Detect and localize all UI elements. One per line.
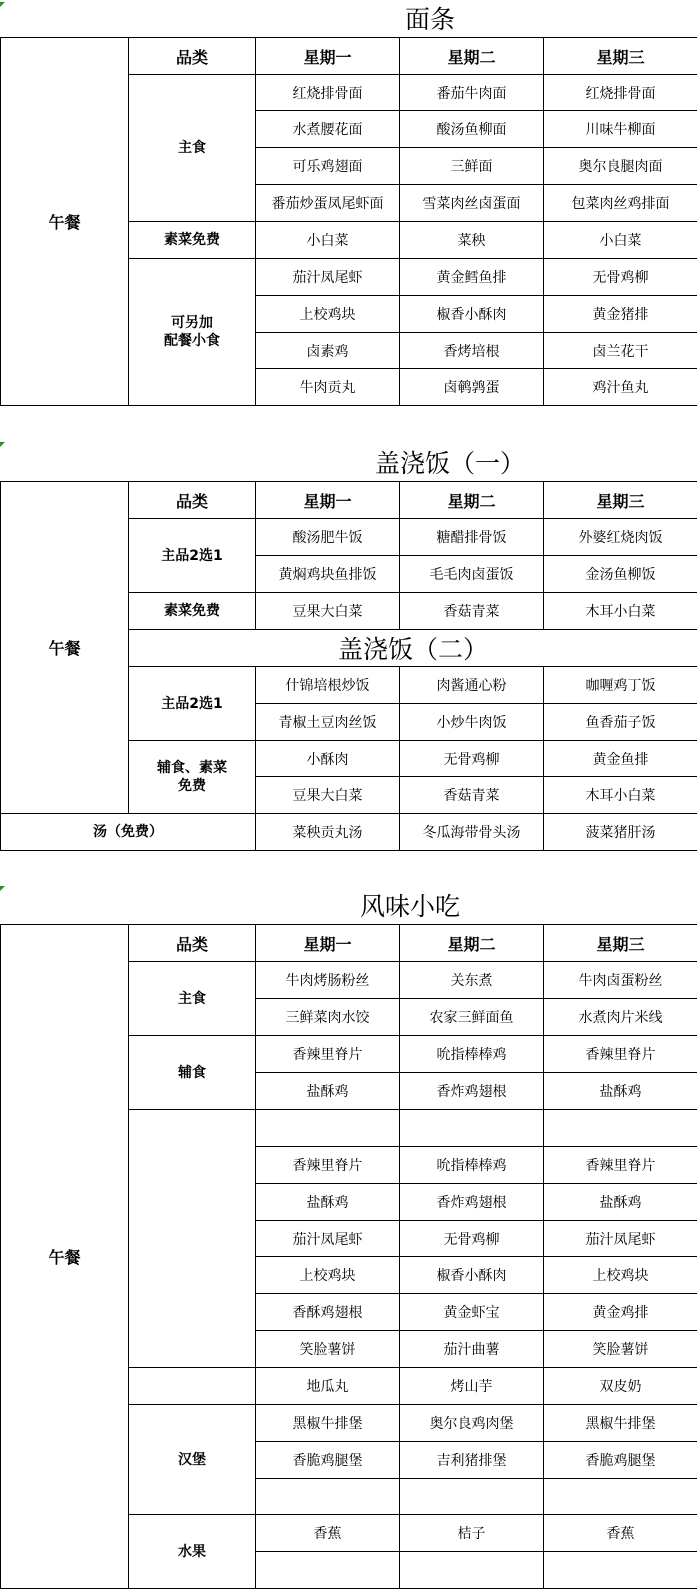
menu-item: 包菜肉丝鸡排面 bbox=[544, 185, 697, 222]
menu-item: 上校鸡块 bbox=[544, 1257, 697, 1294]
menu-item: 青椒土豆肉丝饭 bbox=[256, 704, 400, 741]
menu-item: 茄汁凤尾虾 bbox=[256, 259, 400, 296]
menu-item: 什锦培根炒饭 bbox=[256, 667, 400, 704]
menu-item bbox=[544, 1479, 697, 1515]
menu-item: 卤鹌鹑蛋 bbox=[400, 369, 544, 406]
corner-marker bbox=[0, 442, 5, 447]
menu-item: 香辣里脊片 bbox=[256, 1036, 400, 1073]
menu-item: 笑脸薯饼 bbox=[256, 1331, 400, 1368]
header-category: 品类 bbox=[129, 925, 256, 962]
menu-item: 川味牛柳面 bbox=[544, 111, 697, 148]
menu-item: 盐酥鸡 bbox=[544, 1073, 697, 1110]
category-label-line: 辅食、素菜 bbox=[157, 760, 227, 776]
menu-item: 鸡汁鱼丸 bbox=[544, 369, 697, 406]
menu-item: 无骨鸡柳 bbox=[400, 1221, 544, 1257]
header-category: 品类 bbox=[129, 482, 256, 519]
menu-item: 水煮肉片米线 bbox=[544, 999, 697, 1036]
menu-item: 吉利猪排堡 bbox=[400, 1442, 544, 1479]
menu-item: 红烧排骨面 bbox=[544, 75, 697, 111]
meal-label: 午餐 bbox=[1, 482, 129, 814]
menu-item: 三鲜面 bbox=[400, 148, 544, 185]
menu-item: 黄金鳕鱼排 bbox=[400, 259, 544, 296]
category-empty bbox=[129, 1368, 256, 1405]
menu-item: 牛肉贡丸 bbox=[256, 369, 400, 406]
menu-item: 牛肉卤蛋粉丝 bbox=[544, 962, 697, 999]
menu-item: 盐酥鸡 bbox=[544, 1184, 697, 1221]
section-title: 风味小吃 bbox=[360, 892, 461, 921]
menu-item: 农家三鲜面鱼 bbox=[400, 999, 544, 1036]
menu-item bbox=[400, 1552, 544, 1589]
menu-item bbox=[400, 1110, 544, 1147]
category-main-choice: 主品2选1 bbox=[129, 667, 256, 741]
menu-item: 吮指棒棒鸡 bbox=[400, 1036, 544, 1073]
menu-item bbox=[544, 1110, 697, 1147]
menu-item: 无骨鸡柳 bbox=[544, 259, 697, 296]
category-main-choice: 主品2选1 bbox=[129, 519, 256, 593]
menu-item: 可乐鸡翅面 bbox=[256, 148, 400, 185]
menu-item: 茄汁曲薯 bbox=[400, 1331, 544, 1368]
category-soup-free: 汤（免费） bbox=[1, 814, 256, 851]
menu-item: 香脆鸡腿堡 bbox=[256, 1442, 400, 1479]
snacks-table bbox=[0, 924, 697, 1589]
category-empty bbox=[129, 1110, 256, 1368]
menu-item: 木耳小白菜 bbox=[544, 593, 697, 630]
header-monday: 星期一 bbox=[256, 925, 400, 962]
category-free-veg: 素菜免费 bbox=[129, 593, 256, 630]
menu-item: 外婆红烧肉饭 bbox=[544, 519, 697, 556]
menu-item: 卤兰花干 bbox=[544, 333, 697, 369]
corner-marker bbox=[0, 2, 5, 7]
category-label-line: 配餐小食 bbox=[164, 333, 220, 349]
menu-item: 黑椒牛排堡 bbox=[544, 1405, 697, 1442]
menu-item: 肉酱通心粉 bbox=[400, 667, 544, 704]
header-wednesday: 星期三 bbox=[544, 925, 697, 962]
header-category: 品类 bbox=[129, 38, 256, 75]
menu-item: 小白菜 bbox=[256, 222, 400, 259]
menu-item: 茄汁凤尾虾 bbox=[256, 1221, 400, 1257]
category-extra-snack bbox=[129, 259, 256, 406]
menu-item: 红烧排骨面 bbox=[256, 75, 400, 111]
menu-item: 黄金鸡排 bbox=[544, 1294, 697, 1331]
section-subtitle: 盖浇饭（二） bbox=[129, 630, 697, 667]
menu-item: 盐酥鸡 bbox=[256, 1073, 400, 1110]
header-tuesday: 星期二 bbox=[400, 482, 544, 519]
menu-item: 香辣里脊片 bbox=[256, 1147, 400, 1184]
header-wednesday: 星期三 bbox=[544, 38, 697, 75]
menu-item: 菜秧 bbox=[400, 222, 544, 259]
menu-item: 桔子 bbox=[400, 1515, 544, 1552]
menu-item bbox=[256, 1110, 400, 1147]
menu-item: 黄金猪排 bbox=[544, 296, 697, 333]
menu-item: 笑脸薯饼 bbox=[544, 1331, 697, 1368]
menu-item: 酸汤鱼柳面 bbox=[400, 111, 544, 148]
menu-item: 小炒牛肉饭 bbox=[400, 704, 544, 741]
menu-item: 香脆鸡腿堡 bbox=[544, 1442, 697, 1479]
menu-item: 木耳小白菜 bbox=[544, 777, 697, 814]
section-title: 面条 bbox=[405, 5, 456, 34]
menu-item: 茄汁凤尾虾 bbox=[544, 1221, 697, 1257]
corner-marker bbox=[0, 886, 5, 891]
category-side-free bbox=[129, 741, 256, 814]
menu-item: 椒香小酥肉 bbox=[400, 1257, 544, 1294]
category-label-line: 免费 bbox=[178, 778, 206, 794]
menu-item: 雪菜肉丝卤蛋面 bbox=[400, 185, 544, 222]
menu-item: 小白菜 bbox=[544, 222, 697, 259]
category-staple: 主食 bbox=[129, 962, 256, 1036]
menu-item: 鱼香茄子饭 bbox=[544, 704, 697, 741]
menu-item: 地瓜丸 bbox=[256, 1368, 400, 1405]
menu-item: 黑椒牛排堡 bbox=[256, 1405, 400, 1442]
menu-item: 香炸鸡翅根 bbox=[400, 1184, 544, 1221]
menu-item: 香辣里脊片 bbox=[544, 1147, 697, 1184]
menu-item bbox=[400, 1479, 544, 1515]
header-monday: 星期一 bbox=[256, 38, 400, 75]
menu-item: 金汤鱼柳饭 bbox=[544, 556, 697, 593]
header-wednesday: 星期三 bbox=[544, 482, 697, 519]
category-staple: 主食 bbox=[129, 75, 256, 222]
menu-item: 香菇青菜 bbox=[400, 777, 544, 814]
section-title: 盖浇饭（一） bbox=[375, 449, 526, 478]
menu-item: 豆果大白菜 bbox=[256, 777, 400, 814]
menu-item: 香辣里脊片 bbox=[544, 1036, 697, 1073]
menu-item: 香蕉 bbox=[544, 1515, 697, 1552]
table-row bbox=[1, 814, 697, 851]
menu-item: 豆果大白菜 bbox=[256, 593, 400, 630]
category-label-line: 可另加 bbox=[171, 315, 213, 331]
header-row bbox=[1, 925, 697, 962]
menu-item bbox=[544, 1552, 697, 1589]
menu-item: 冬瓜海带骨头汤 bbox=[400, 814, 544, 851]
menu-item: 香烤培根 bbox=[400, 333, 544, 369]
rice-table bbox=[0, 481, 697, 851]
category-fruit: 水果 bbox=[129, 1515, 256, 1589]
header-row bbox=[1, 38, 697, 75]
menu-item bbox=[256, 1479, 400, 1515]
category-burger: 汉堡 bbox=[129, 1405, 256, 1515]
meal-label: 午餐 bbox=[1, 38, 129, 406]
menu-item: 关东煮 bbox=[400, 962, 544, 999]
menu-item: 番茄牛肉面 bbox=[400, 75, 544, 111]
menu-item: 烤山芋 bbox=[400, 1368, 544, 1405]
menu-item: 吮指棒棒鸡 bbox=[400, 1147, 544, 1184]
header-tuesday: 星期二 bbox=[400, 925, 544, 962]
menu-item: 奥尔良腿肉面 bbox=[544, 148, 697, 185]
menu-item: 黄金虾宝 bbox=[400, 1294, 544, 1331]
category-free-veg: 素菜免费 bbox=[129, 222, 256, 259]
menu-item: 香菇青菜 bbox=[400, 593, 544, 630]
menu-item: 上校鸡块 bbox=[256, 296, 400, 333]
menu-item: 毛毛肉卤蛋饭 bbox=[400, 556, 544, 593]
menu-item: 上校鸡块 bbox=[256, 1257, 400, 1294]
header-row bbox=[1, 482, 697, 519]
header-monday: 星期一 bbox=[256, 482, 400, 519]
menu-item: 无骨鸡柳 bbox=[400, 741, 544, 777]
menu-item: 三鲜菜肉水饺 bbox=[256, 999, 400, 1036]
menu-item: 菠菜猪肝汤 bbox=[544, 814, 697, 851]
menu-item: 盐酥鸡 bbox=[256, 1184, 400, 1221]
menu-item bbox=[256, 1552, 400, 1589]
noodles-table bbox=[0, 37, 697, 406]
menu-item: 黄焖鸡块鱼排饭 bbox=[256, 556, 400, 593]
menu-item: 奥尔良鸡肉堡 bbox=[400, 1405, 544, 1442]
menu-item: 香蕉 bbox=[256, 1515, 400, 1552]
menu-item: 香炸鸡翅根 bbox=[400, 1073, 544, 1110]
menu-item: 糖醋排骨饭 bbox=[400, 519, 544, 556]
menu-item: 卤素鸡 bbox=[256, 333, 400, 369]
menu-item: 番茄炒蛋凤尾虾面 bbox=[256, 185, 400, 222]
menu-item: 咖喱鸡丁饭 bbox=[544, 667, 697, 704]
menu-item: 小酥肉 bbox=[256, 741, 400, 777]
menu-item: 椒香小酥肉 bbox=[400, 296, 544, 333]
meal-label: 午餐 bbox=[1, 925, 129, 1589]
menu-item: 香酥鸡翅根 bbox=[256, 1294, 400, 1331]
menu-item: 牛肉烤肠粉丝 bbox=[256, 962, 400, 999]
category-side: 辅食 bbox=[129, 1036, 256, 1110]
menu-item: 黄金鱼排 bbox=[544, 741, 697, 777]
header-tuesday: 星期二 bbox=[400, 38, 544, 75]
menu-item: 水煮腰花面 bbox=[256, 111, 400, 148]
menu-item: 酸汤肥牛饭 bbox=[256, 519, 400, 556]
menu-item: 双皮奶 bbox=[544, 1368, 697, 1405]
menu-item: 菜秧贡丸汤 bbox=[256, 814, 400, 851]
